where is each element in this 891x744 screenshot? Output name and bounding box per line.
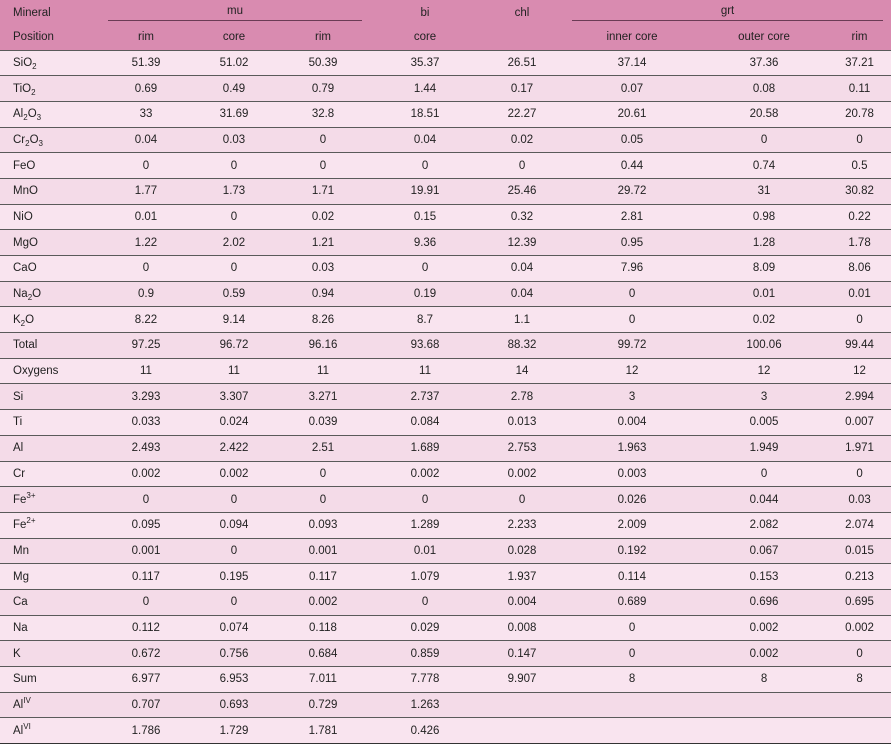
- table-cell: 0.32: [480, 204, 564, 230]
- row-label: Cr: [0, 461, 100, 487]
- row-label: $Al^{VI}$: [0, 718, 100, 744]
- table-row: [0, 487, 891, 513]
- table-cell: 1.28: [700, 230, 828, 256]
- header-group-chl: chl: [514, 6, 530, 19]
- table-cell: 0: [276, 127, 370, 153]
- table-cell: 0.17: [480, 76, 564, 102]
- table-cell: 1.937: [480, 564, 564, 590]
- table-cell: 7.011: [276, 667, 370, 693]
- header-position-cell: core: [192, 25, 276, 50]
- table-cell: 8.26: [276, 307, 370, 333]
- table-cell: 0.118: [276, 615, 370, 641]
- table-cell: 33: [100, 101, 192, 127]
- header-group-bi: bi: [420, 6, 430, 19]
- table-cell: 0.015: [828, 538, 891, 564]
- table-cell: 8: [564, 667, 700, 693]
- table-cell: 97.25: [100, 333, 192, 359]
- table-row: [0, 589, 891, 615]
- table-cell: 0: [564, 307, 700, 333]
- table-cell: 2.009: [564, 512, 700, 538]
- table-cell: 8: [700, 667, 828, 693]
- table-row: [0, 641, 891, 667]
- table-cell: 0.002: [480, 461, 564, 487]
- row-label: $Fe^{3+}$: [0, 487, 100, 513]
- table-cell: 0.024: [192, 410, 276, 436]
- table-cell: 8: [828, 667, 891, 693]
- table-cell: 0.689: [564, 589, 700, 615]
- table-cell: 12.39: [480, 230, 564, 256]
- table-cell: 35.37: [370, 50, 480, 76]
- table-cell: 0.05: [564, 127, 700, 153]
- row-label: Ca: [0, 589, 100, 615]
- table-cell: 1.73: [192, 178, 276, 204]
- table-cell: 0.192: [564, 538, 700, 564]
- table-cell: 88.32: [480, 333, 564, 359]
- table-cell: 1.289: [370, 512, 480, 538]
- table-row: [0, 538, 891, 564]
- table-cell: 2.02: [192, 230, 276, 256]
- table-row: [0, 76, 891, 102]
- table-cell: 0.859: [370, 641, 480, 667]
- header-mineral-label: Mineral: [13, 6, 51, 19]
- table-cell: 11: [192, 358, 276, 384]
- table-cell: 0: [192, 204, 276, 230]
- table-row: [0, 692, 891, 718]
- table-cell: 26.51: [480, 50, 564, 76]
- table-body: [0, 50, 891, 744]
- table-cell: 0.004: [480, 589, 564, 615]
- table-cell: 0.008: [480, 615, 564, 641]
- table-row: [0, 384, 891, 410]
- table-cell: 1.1: [480, 307, 564, 333]
- row-label: Mn: [0, 538, 100, 564]
- table-cell: 0.084: [370, 410, 480, 436]
- row-label: Al: [0, 435, 100, 461]
- table-cell: 0.002: [276, 589, 370, 615]
- table-cell: 0: [828, 307, 891, 333]
- table-cell: 0: [370, 589, 480, 615]
- table-cell: 0.001: [100, 538, 192, 564]
- row-label: Sum: [0, 667, 100, 693]
- table-cell: 0.693: [192, 692, 276, 718]
- table-cell: 50.39: [276, 50, 370, 76]
- table-cell: 0.729: [276, 692, 370, 718]
- table-cell: 0: [700, 461, 828, 487]
- table-row: [0, 435, 891, 461]
- table-cell: 0.094: [192, 512, 276, 538]
- table-cell: 0: [828, 127, 891, 153]
- table-cell: 0.117: [276, 564, 370, 590]
- table-cell: 0: [828, 641, 891, 667]
- table-cell: 1.77: [100, 178, 192, 204]
- table-cell: 20.61: [564, 101, 700, 127]
- table-cell: 1.44: [370, 76, 480, 102]
- table-cell: 0: [100, 487, 192, 513]
- row-label: $Fe^{2+}$: [0, 512, 100, 538]
- table-cell: 8.22: [100, 307, 192, 333]
- table-cell: 0: [564, 281, 700, 307]
- table-cell: 0.028: [480, 538, 564, 564]
- table-cell: 0.005: [700, 410, 828, 436]
- table-cell: 12: [564, 358, 700, 384]
- table-cell: 2.233: [480, 512, 564, 538]
- table-cell: 8.7: [370, 307, 480, 333]
- table-cell: 0.04: [370, 127, 480, 153]
- row-label: $K_2O$: [0, 307, 100, 333]
- table-cell: 9.14: [192, 307, 276, 333]
- table-cell: 0.94: [276, 281, 370, 307]
- table-cell: 0.001: [276, 538, 370, 564]
- table-row: [0, 615, 891, 641]
- header-position-cell: outer core: [700, 25, 828, 50]
- table-cell: 1.21: [276, 230, 370, 256]
- table-cell: 3.293: [100, 384, 192, 410]
- table-cell: 9.907: [480, 667, 564, 693]
- table-row: [0, 512, 891, 538]
- table-cell: 0.69: [100, 76, 192, 102]
- table-cell: 1.079: [370, 564, 480, 590]
- table-cell: 2.737: [370, 384, 480, 410]
- table-cell: 0.067: [700, 538, 828, 564]
- row-label: Si: [0, 384, 100, 410]
- table-cell: 1.971: [828, 435, 891, 461]
- row-label: TiO$_2$: [0, 76, 100, 102]
- header-group-mu: mu: [100, 0, 370, 25]
- table-cell: 2.78: [480, 384, 564, 410]
- table-cell: 14: [480, 358, 564, 384]
- table-cell: 8.06: [828, 256, 891, 282]
- table-cell: 2.074: [828, 512, 891, 538]
- table-cell: 0.02: [700, 307, 828, 333]
- table-cell: [700, 718, 828, 744]
- table-cell: 0.426: [370, 718, 480, 744]
- table-cell: 0.01: [370, 538, 480, 564]
- row-label: FeO: [0, 153, 100, 179]
- table-cell: 99.44: [828, 333, 891, 359]
- table-cell: 7.778: [370, 667, 480, 693]
- table-cell: 18.51: [370, 101, 480, 127]
- table-cell: 2.994: [828, 384, 891, 410]
- table-cell: 0.004: [564, 410, 700, 436]
- table-cell: 0.013: [480, 410, 564, 436]
- table-row: [0, 358, 891, 384]
- table-cell: 0: [276, 487, 370, 513]
- table-cell: 3: [564, 384, 700, 410]
- header-position-cell: rim: [276, 25, 370, 50]
- table-cell: 0: [480, 153, 564, 179]
- row-label: $Al_2O_3$: [0, 101, 100, 127]
- table-cell: 0: [370, 487, 480, 513]
- table-cell: 0.79: [276, 76, 370, 102]
- header-position-cell: core: [370, 25, 480, 50]
- table-cell: 1.22: [100, 230, 192, 256]
- table-cell: 0.02: [276, 204, 370, 230]
- table-cell: 0.074: [192, 615, 276, 641]
- table-cell: 20.58: [700, 101, 828, 127]
- table-cell: 12: [828, 358, 891, 384]
- table-cell: 0.19: [370, 281, 480, 307]
- table-cell: 37.14: [564, 50, 700, 76]
- table-cell: 11: [276, 358, 370, 384]
- table-cell: 1.781: [276, 718, 370, 744]
- table-cell: 0.9: [100, 281, 192, 307]
- header-position-cell: inner core: [564, 25, 700, 50]
- table-cell: 1.689: [370, 435, 480, 461]
- table-cell: 0.707: [100, 692, 192, 718]
- table-cell: 0.03: [192, 127, 276, 153]
- table-cell: 0.114: [564, 564, 700, 590]
- table-row: [0, 256, 891, 282]
- table-cell: 0: [100, 589, 192, 615]
- table-cell: 0: [700, 127, 828, 153]
- table-cell: 0.002: [192, 461, 276, 487]
- table-cell: 0.672: [100, 641, 192, 667]
- table-cell: 1.78: [828, 230, 891, 256]
- row-label: Oxygens: [0, 358, 100, 384]
- table-cell: 37.36: [700, 50, 828, 76]
- table-cell: 37.21: [828, 50, 891, 76]
- table-cell: 0.696: [700, 589, 828, 615]
- table-cell: 0.95: [564, 230, 700, 256]
- table-cell: 0.003: [564, 461, 700, 487]
- table-row: [0, 333, 891, 359]
- table-row: [0, 667, 891, 693]
- table-cell: 99.72: [564, 333, 700, 359]
- table-cell: 0.03: [276, 256, 370, 282]
- row-label: K: [0, 641, 100, 667]
- table-row: [0, 307, 891, 333]
- table-cell: 2.753: [480, 435, 564, 461]
- table-cell: 0.093: [276, 512, 370, 538]
- table-row: [0, 204, 891, 230]
- table-cell: 0: [192, 487, 276, 513]
- table-row: [0, 410, 891, 436]
- header-position-cell: rim: [100, 25, 192, 50]
- table-cell: 0.026: [564, 487, 700, 513]
- table-cell: 0.08: [700, 76, 828, 102]
- header-position-label: Position: [0, 25, 100, 50]
- table-cell: 2.81: [564, 204, 700, 230]
- table-cell: 1.71: [276, 178, 370, 204]
- table-cell: 6.977: [100, 667, 192, 693]
- table-cell: 0: [564, 641, 700, 667]
- table-cell: 2.51: [276, 435, 370, 461]
- table-row: [0, 178, 891, 204]
- table-cell: 0.147: [480, 641, 564, 667]
- table-cell: 0.5: [828, 153, 891, 179]
- row-label: $Na_2O$: [0, 281, 100, 307]
- table-row: [0, 230, 891, 256]
- table-header: [0, 0, 891, 50]
- table-cell: [700, 692, 828, 718]
- table-cell: [480, 718, 564, 744]
- table-row: [0, 153, 891, 179]
- table-cell: 0.112: [100, 615, 192, 641]
- table-cell: 93.68: [370, 333, 480, 359]
- table-cell: 0.002: [700, 641, 828, 667]
- table-cell: 0: [828, 461, 891, 487]
- table-cell: 0: [192, 538, 276, 564]
- table-cell: 3.307: [192, 384, 276, 410]
- table-cell: 0.039: [276, 410, 370, 436]
- table-cell: 25.46: [480, 178, 564, 204]
- table-cell: 29.72: [564, 178, 700, 204]
- table-cell: 0.007: [828, 410, 891, 436]
- table-cell: 2.082: [700, 512, 828, 538]
- table-cell: [480, 692, 564, 718]
- header-position-cell: rim: [828, 25, 891, 50]
- table-row: [0, 461, 891, 487]
- table-cell: 0.684: [276, 641, 370, 667]
- table-cell: 11: [100, 358, 192, 384]
- row-label: Na: [0, 615, 100, 641]
- table-cell: 0.029: [370, 615, 480, 641]
- row-label: Ti: [0, 410, 100, 436]
- table-cell: 30.82: [828, 178, 891, 204]
- table-cell: 2.422: [192, 435, 276, 461]
- table-cell: 0.002: [700, 615, 828, 641]
- table-cell: 0.01: [700, 281, 828, 307]
- table-cell: 0.002: [828, 615, 891, 641]
- table-cell: 0.15: [370, 204, 480, 230]
- header-position-cell: [480, 25, 564, 50]
- table-cell: 0: [100, 256, 192, 282]
- table-row: [0, 564, 891, 590]
- table-cell: [828, 718, 891, 744]
- table-cell: 20.78: [828, 101, 891, 127]
- table-cell: 0: [192, 256, 276, 282]
- table-cell: 1.263: [370, 692, 480, 718]
- table-cell: 12: [700, 358, 828, 384]
- table-cell: 0.153: [700, 564, 828, 590]
- table-cell: 22.27: [480, 101, 564, 127]
- table-cell: 11: [370, 358, 480, 384]
- table-cell: 19.91: [370, 178, 480, 204]
- header-row-mineral: [0, 0, 891, 25]
- table-cell: 8.09: [700, 256, 828, 282]
- table-cell: 0.01: [828, 281, 891, 307]
- header-row-position: [0, 25, 891, 50]
- table-cell: 0.49: [192, 76, 276, 102]
- table-cell: 0.98: [700, 204, 828, 230]
- table-row: [0, 127, 891, 153]
- table-cell: 0: [480, 487, 564, 513]
- table-cell: 0.04: [100, 127, 192, 153]
- table-cell: 9.36: [370, 230, 480, 256]
- table-cell: 0: [276, 461, 370, 487]
- table-cell: 0.59: [192, 281, 276, 307]
- table-cell: 0.74: [700, 153, 828, 179]
- row-label: CaO: [0, 256, 100, 282]
- table-cell: 0.11: [828, 76, 891, 102]
- table-cell: 7.96: [564, 256, 700, 282]
- table-cell: [564, 718, 700, 744]
- header-group-grt: grt: [564, 0, 891, 25]
- table-cell: 1.729: [192, 718, 276, 744]
- table-cell: 3.271: [276, 384, 370, 410]
- table-row: [0, 281, 891, 307]
- table-cell: 0: [276, 153, 370, 179]
- table-cell: 31: [700, 178, 828, 204]
- table-cell: 0: [370, 256, 480, 282]
- table-cell: [564, 692, 700, 718]
- table-cell: 96.72: [192, 333, 276, 359]
- table-cell: 0.195: [192, 564, 276, 590]
- table-cell: 0: [370, 153, 480, 179]
- row-label: $Cr_2O_3$: [0, 127, 100, 153]
- row-label: MgO: [0, 230, 100, 256]
- table-cell: 1.949: [700, 435, 828, 461]
- table-cell: 0.095: [100, 512, 192, 538]
- table-cell: 0.033: [100, 410, 192, 436]
- table-cell: 0.695: [828, 589, 891, 615]
- table-cell: 0.213: [828, 564, 891, 590]
- table-cell: 100.06: [700, 333, 828, 359]
- table-cell: 0: [100, 153, 192, 179]
- table-cell: 0.01: [100, 204, 192, 230]
- table-cell: 0.04: [480, 256, 564, 282]
- table-row: [0, 101, 891, 127]
- table-cell: 6.953: [192, 667, 276, 693]
- table-cell: 0.07: [564, 76, 700, 102]
- table-cell: 32.8: [276, 101, 370, 127]
- table-cell: 0.04: [480, 281, 564, 307]
- table-cell: 0.756: [192, 641, 276, 667]
- table-cell: 0: [564, 615, 700, 641]
- table-row: [0, 718, 891, 744]
- table-cell: 0.22: [828, 204, 891, 230]
- row-label: NiO: [0, 204, 100, 230]
- table-row: [0, 50, 891, 76]
- table-cell: 2.493: [100, 435, 192, 461]
- table-cell: 0.02: [480, 127, 564, 153]
- table-cell: 0.44: [564, 153, 700, 179]
- table-cell: 31.69: [192, 101, 276, 127]
- table-cell: 0: [192, 153, 276, 179]
- table-cell: 0.044: [700, 487, 828, 513]
- row-label: SiO$_2$: [0, 50, 100, 76]
- table-cell: 1.786: [100, 718, 192, 744]
- table-cell: 51.39: [100, 50, 192, 76]
- table-cell: [828, 692, 891, 718]
- table-cell: 96.16: [276, 333, 370, 359]
- row-label: Total: [0, 333, 100, 359]
- row-label: $Al^{IV}$: [0, 692, 100, 718]
- table-cell: 51.02: [192, 50, 276, 76]
- table-cell: 0.002: [370, 461, 480, 487]
- table-cell: 3: [700, 384, 828, 410]
- table-cell: 0.03: [828, 487, 891, 513]
- table-cell: 0.002: [100, 461, 192, 487]
- table-cell: 0: [192, 589, 276, 615]
- row-label: Mg: [0, 564, 100, 590]
- table-cell: 0.117: [100, 564, 192, 590]
- row-label: MnO: [0, 178, 100, 204]
- table-cell: 1.963: [564, 435, 700, 461]
